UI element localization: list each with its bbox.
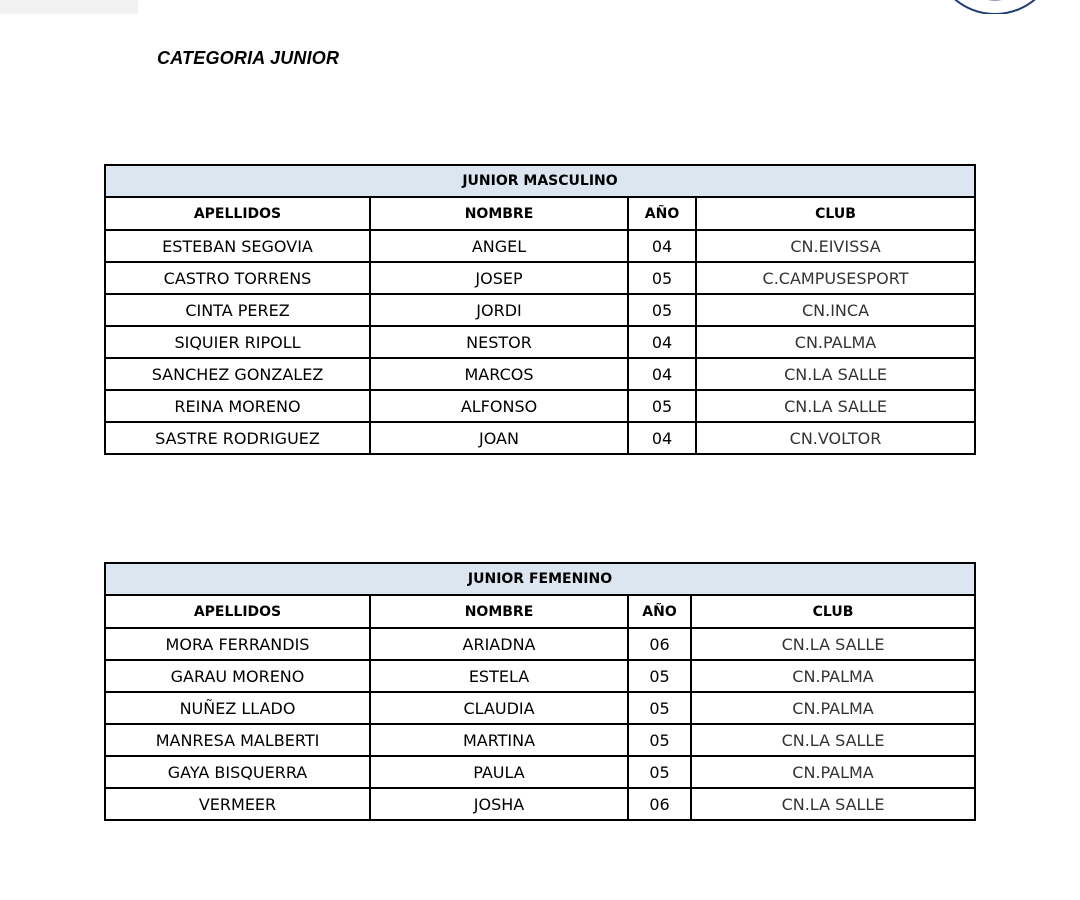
ano-cell: 04 [628, 230, 696, 262]
club-cell: CN.LA SALLE [691, 724, 975, 756]
ano-cell: 06 [628, 628, 691, 660]
table-row [105, 788, 975, 820]
nombre-cell: NESTOR [370, 326, 628, 358]
nombre-cell: ARIADNA [370, 628, 628, 660]
ano-cell: 05 [628, 756, 691, 788]
club-cell: CN.LA SALLE [696, 358, 975, 390]
table-row [105, 326, 975, 358]
nombre-cell: ALFONSO [370, 390, 628, 422]
column-header-nombre: NOMBRE [370, 595, 628, 628]
ano-cell: 05 [628, 724, 691, 756]
ano-cell: 05 [628, 262, 696, 294]
junior-femenino-table [104, 562, 976, 821]
nombre-cell: MARTINA [370, 724, 628, 756]
club-cell: CN.PALMA [696, 326, 975, 358]
column-header-apellidos: APELLIDOS [105, 595, 370, 628]
ano-cell: 05 [628, 294, 696, 326]
ano-cell: 05 [628, 660, 691, 692]
apellidos-cell: CASTRO TORRENS [105, 262, 370, 294]
column-header-ano: AÑO [628, 197, 696, 230]
nombre-cell: ESTELA [370, 660, 628, 692]
apellidos-cell: GARAU MORENO [105, 660, 370, 692]
ano-cell: 04 [628, 422, 696, 454]
nombre-cell: JORDI [370, 294, 628, 326]
club-cell: C.CAMPUSESPORT [696, 262, 975, 294]
apellidos-cell: ESTEBAN SEGOVIA [105, 230, 370, 262]
table-row [105, 724, 975, 756]
apellidos-cell: VERMEER [105, 788, 370, 820]
nombre-cell: PAULA [370, 756, 628, 788]
club-cell: CN.PALMA [691, 692, 975, 724]
table-row [105, 422, 975, 454]
nombre-cell: CLAUDIA [370, 692, 628, 724]
apellidos-cell: NUÑEZ LLADO [105, 692, 370, 724]
nombre-cell: JOSEP [370, 262, 628, 294]
club-cell: CN.INCA [696, 294, 975, 326]
club-cell: CN.EIVISSA [696, 230, 975, 262]
column-header-nombre: NOMBRE [370, 197, 628, 230]
table-row [105, 390, 975, 422]
apellidos-cell: SASTRE RODRIGUEZ [105, 422, 370, 454]
table-row [105, 294, 975, 326]
apellidos-cell: SIQUIER RIPOLL [105, 326, 370, 358]
club-cell: CN.LA SALLE [691, 788, 975, 820]
club-cell: CN.LA SALLE [691, 628, 975, 660]
table-row [105, 660, 975, 692]
page-title: CATEGORIA JUNIOR [157, 48, 340, 68]
table-row [105, 628, 975, 660]
table-title: JUNIOR MASCULINO [105, 165, 975, 197]
ano-cell: 06 [628, 788, 691, 820]
seal-logo-icon [930, 0, 1060, 14]
nombre-cell: JOAN [370, 422, 628, 454]
ano-cell: 05 [628, 692, 691, 724]
column-header-club: CLUB [691, 595, 975, 628]
apellidos-cell: CINTA PEREZ [105, 294, 370, 326]
column-header-apellidos: APELLIDOS [105, 197, 370, 230]
club-cell: CN.LA SALLE [696, 390, 975, 422]
column-header-ano: AÑO [628, 595, 691, 628]
ano-cell: 05 [628, 390, 696, 422]
column-header-club: CLUB [696, 197, 975, 230]
club-cell: CN.PALMA [691, 756, 975, 788]
header-strip [0, 0, 138, 14]
table-row [105, 230, 975, 262]
ano-cell: 04 [628, 358, 696, 390]
apellidos-cell: MORA FERRANDIS [105, 628, 370, 660]
table-row [105, 692, 975, 724]
apellidos-cell: REINA MORENO [105, 390, 370, 422]
table-row [105, 358, 975, 390]
apellidos-cell: MANRESA MALBERTI [105, 724, 370, 756]
club-cell: CN.VOLTOR [696, 422, 975, 454]
junior-masculino-table [104, 164, 976, 455]
nombre-cell: JOSHA [370, 788, 628, 820]
nombre-cell: MARCOS [370, 358, 628, 390]
table-row [105, 262, 975, 294]
federation-seal [930, 0, 1060, 14]
apellidos-cell: GAYA BISQUERRA [105, 756, 370, 788]
nombre-cell: ANGEL [370, 230, 628, 262]
club-cell: CN.PALMA [691, 660, 975, 692]
table-title: JUNIOR FEMENINO [105, 563, 975, 595]
table-row [105, 756, 975, 788]
apellidos-cell: SANCHEZ GONZALEZ [105, 358, 370, 390]
ano-cell: 04 [628, 326, 696, 358]
